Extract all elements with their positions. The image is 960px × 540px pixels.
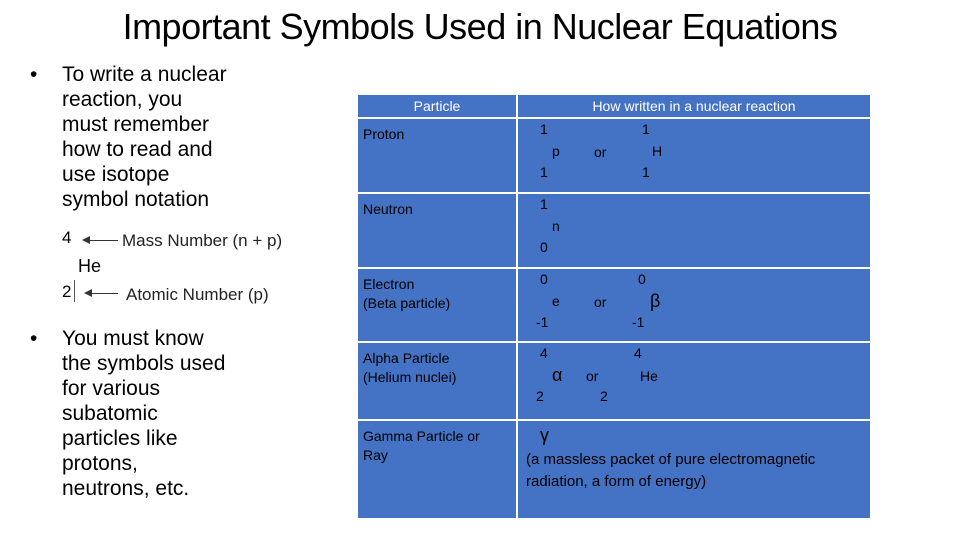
mass-number: 4 [62, 228, 72, 247]
or-text: or [586, 368, 599, 384]
table-row [358, 194, 870, 269]
charge-number: 2 [600, 388, 608, 404]
particle-symbol: H [652, 143, 663, 159]
isotope-notation-diagram [58, 228, 318, 308]
mass-number: 1 [642, 121, 650, 137]
charge-number: -1 [632, 314, 645, 330]
or-text: or [594, 294, 607, 310]
header-particle: Particle [358, 95, 518, 117]
table-row [358, 269, 870, 343]
or-text: or [594, 144, 607, 160]
table-row [358, 421, 870, 518]
bullet-dot: • [30, 327, 38, 350]
atomic-number-label: Atomic Number (p) [126, 285, 269, 304]
particle-name: Electron (Beta particle) [358, 269, 518, 341]
element-symbol: He [78, 256, 102, 276]
mass-number: 4 [540, 345, 548, 361]
notation-cell [518, 119, 870, 192]
notation-cell [518, 421, 870, 518]
particle-symbols-table [358, 95, 870, 518]
charge-number: 2 [536, 388, 544, 404]
mass-number: 0 [540, 271, 548, 287]
mass-arrow-icon [84, 240, 118, 241]
particle-symbol: n [552, 218, 560, 234]
charge-number: -1 [536, 314, 549, 330]
atomic-number: 2 [62, 282, 72, 301]
charge-number: 1 [540, 164, 548, 180]
particle-symbol: He [640, 368, 658, 384]
table-row [358, 343, 870, 421]
notation-cell [518, 343, 870, 419]
particle-name: Neutron [358, 194, 518, 267]
mass-number: 0 [638, 271, 646, 287]
beta-symbol: β [650, 291, 661, 311]
bullet-subatomic-symbols [30, 326, 225, 501]
alpha-symbol: α [552, 365, 563, 385]
bullet-text: You must know the symbols used for various subatomic particles like protons, neutrons, etc. [62, 327, 226, 500]
particle-name: Gamma Particle or Ray [358, 421, 518, 518]
mass-number: 1 [540, 121, 548, 137]
charge-number: 1 [642, 164, 650, 180]
cursor-bar [74, 280, 75, 302]
mass-number-label: Mass Number (n + p) [122, 231, 283, 250]
particle-name: Proton [358, 119, 518, 192]
particle-name: Alpha Particle (Helium nuclei) [358, 343, 518, 419]
table-header [358, 95, 870, 119]
mass-number: 1 [540, 196, 548, 212]
charge-number: 0 [540, 239, 548, 255]
particle-symbol: e [552, 293, 560, 309]
bullet-isotope-notation [30, 62, 227, 212]
mass-number: 4 [634, 345, 642, 361]
particle-symbol: p [552, 143, 560, 159]
slide-title: Important Symbols Used in Nuclear Equations [122, 6, 838, 47]
gamma-symbol: γ [540, 425, 549, 445]
notation-cell [518, 194, 870, 267]
atomic-arrow-icon [86, 293, 118, 294]
header-notation: How written in a nuclear reaction [592, 98, 796, 114]
bullet-dot: • [30, 63, 38, 86]
bullet-text: To write a nuclear reaction, you must remember how to read and use isotope symbol notation [62, 63, 227, 211]
notation-cell [518, 269, 870, 341]
table-row [358, 119, 870, 194]
gamma-description: (a massless packet of pure electromagnetic radiation, a form of energy) [526, 451, 816, 490]
